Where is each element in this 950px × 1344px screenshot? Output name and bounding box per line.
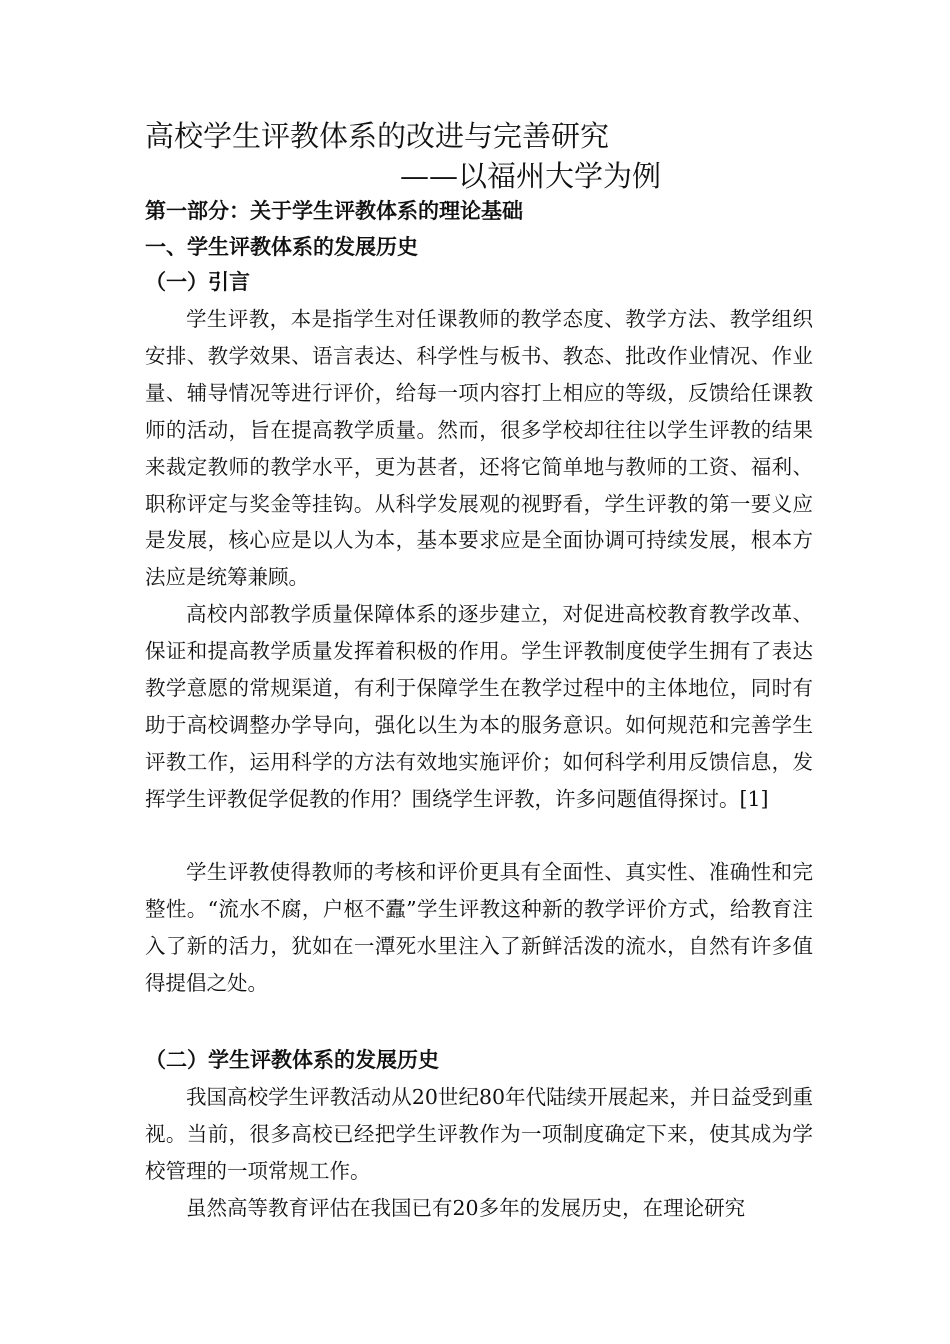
- subsection-heading-history: （二）学生评教体系的发展历史: [145, 1048, 439, 1072]
- paragraph-history-1: 我国高校学生评教活动从20世纪80年代陆续开展起来，并日益受到重视。当前，很多高校已经把学生评教作为一项制度确定下来，使其成为学校管理的一项常规工作。: [145, 1085, 813, 1183]
- paragraph-history-2: 虽然高等教育评估在我国已有20多年的发展历史，在理论研究: [186, 1196, 746, 1220]
- document-title: 高校学生评教体系的改进与完善研究: [145, 119, 610, 153]
- paragraph-intro-3: 学生评教使得教师的考核和评价更具有全面性、真实性、准确性和完整性。“流水不腐，户枢不蠹”学生评教这种新的教学评价方式，给教育注入了新的活力，犹如在一潭死水里注入了新鲜活泼的流水，自然有许多值得提倡之处。: [145, 860, 813, 995]
- paragraph-intro-2: 高校内部教学质量保障体系的逐步建立，对促进高校教育教学改革、保证和提高教学质量发挥着积极的作用。学生评教制度使学生拥有了表达教学意愿的常规渠道，有利于保障学生在教学过程中的主体地位，同时有助于高校调整办学导向，强化以生为本的服务意识。如何规范和完善学生评教工作，运用科学的方法有效地实施评价；如何科学利用反馈信息，发挥学生评教促学促教的作用？围绕学生评教，许多问题值得探讨。[1]: [145, 602, 813, 811]
- subsection-heading-intro: （一）引言: [145, 270, 250, 294]
- paragraph-intro-1: 学生评教，本是指学生对任课教师的教学态度、教学方法、教学组织安排、教学效果、语言表达、科学性与板书、教态、批改作业情况、作业量、辅导情况等进行评价，给每一项内容打上相应的等级，反馈给任课教师的活动，旨在提高教学质量。然而，很多学校却往往以学生评教的结果来裁定教师的教学水平，更为甚者，还将它简单地与教师的工资、福利、职称评定与奖金等挂钩。从科学发展观的视野看，学生评教的第一要义应是发展，核心应是以人为本，基本要求应是全面协调可持续发展，根本方法应是统筹兼顾。: [145, 307, 813, 590]
- document-subtitle: ——以福州大学为例: [400, 159, 662, 193]
- part-heading: 第一部分：关于学生评教体系的理论基础: [145, 199, 523, 223]
- section-heading: 一、学生评教体系的发展历史: [145, 235, 418, 259]
